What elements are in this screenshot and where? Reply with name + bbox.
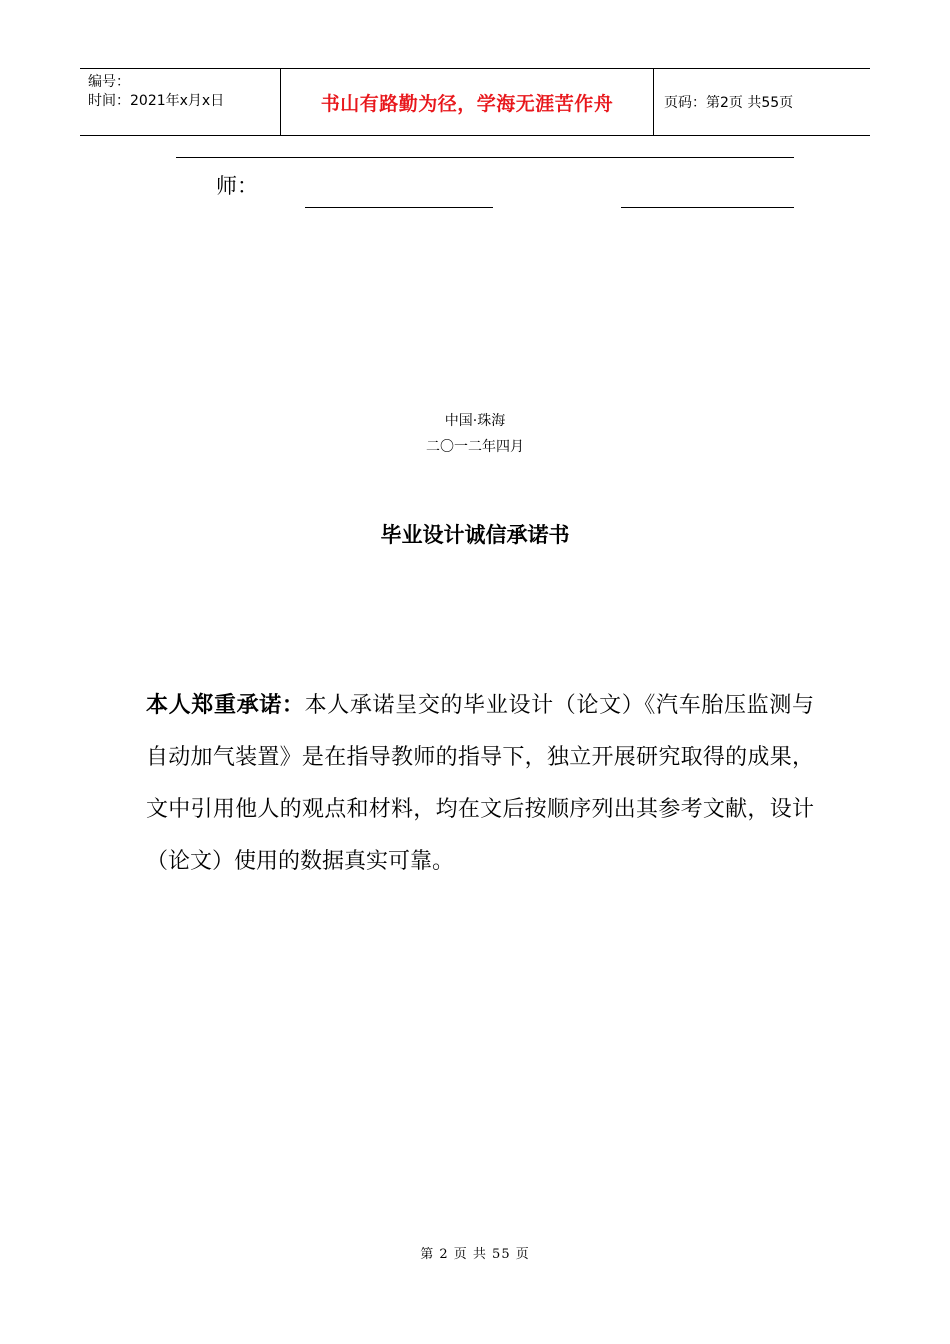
cover-place: 中国·珠海 [444,413,506,429]
teacher-blank-line-1 [305,207,493,208]
page-header [80,68,870,136]
header-time-label: 时间：2021年x月x日 [88,93,225,109]
header-motto: 书山有路勤为径，学海无涯苦作舟 [281,69,654,135]
header-number-label: 编号： [88,74,130,90]
pledge-body-text: 本人承诺呈交的毕业设计（论文）《汽车胎压监测与自动加气装置》是在指导教师的指导下，独立开展研究取得的成果，文中引用他人的观点和材料，均在文后按顺序列出其参考文献，设计（论文）使用的数据真实可靠。 [146,693,814,874]
cover-date: 二〇一二年四月 [426,439,524,455]
pledge-paragraph [146,680,814,888]
header-meta-cell [80,69,281,135]
teacher-label: 师： [216,174,258,198]
teacher-blank-line-2 [621,207,794,208]
header-page-info: 页码：第2页 共55页 [664,95,794,111]
top-divider-line [176,157,794,158]
pledge-lead: 本人郑重承诺： [146,693,305,718]
page-footer: 第 2 页 共 55 页 [420,1247,530,1262]
pledge-title: 毕业设计诚信承诺书 [380,523,570,547]
